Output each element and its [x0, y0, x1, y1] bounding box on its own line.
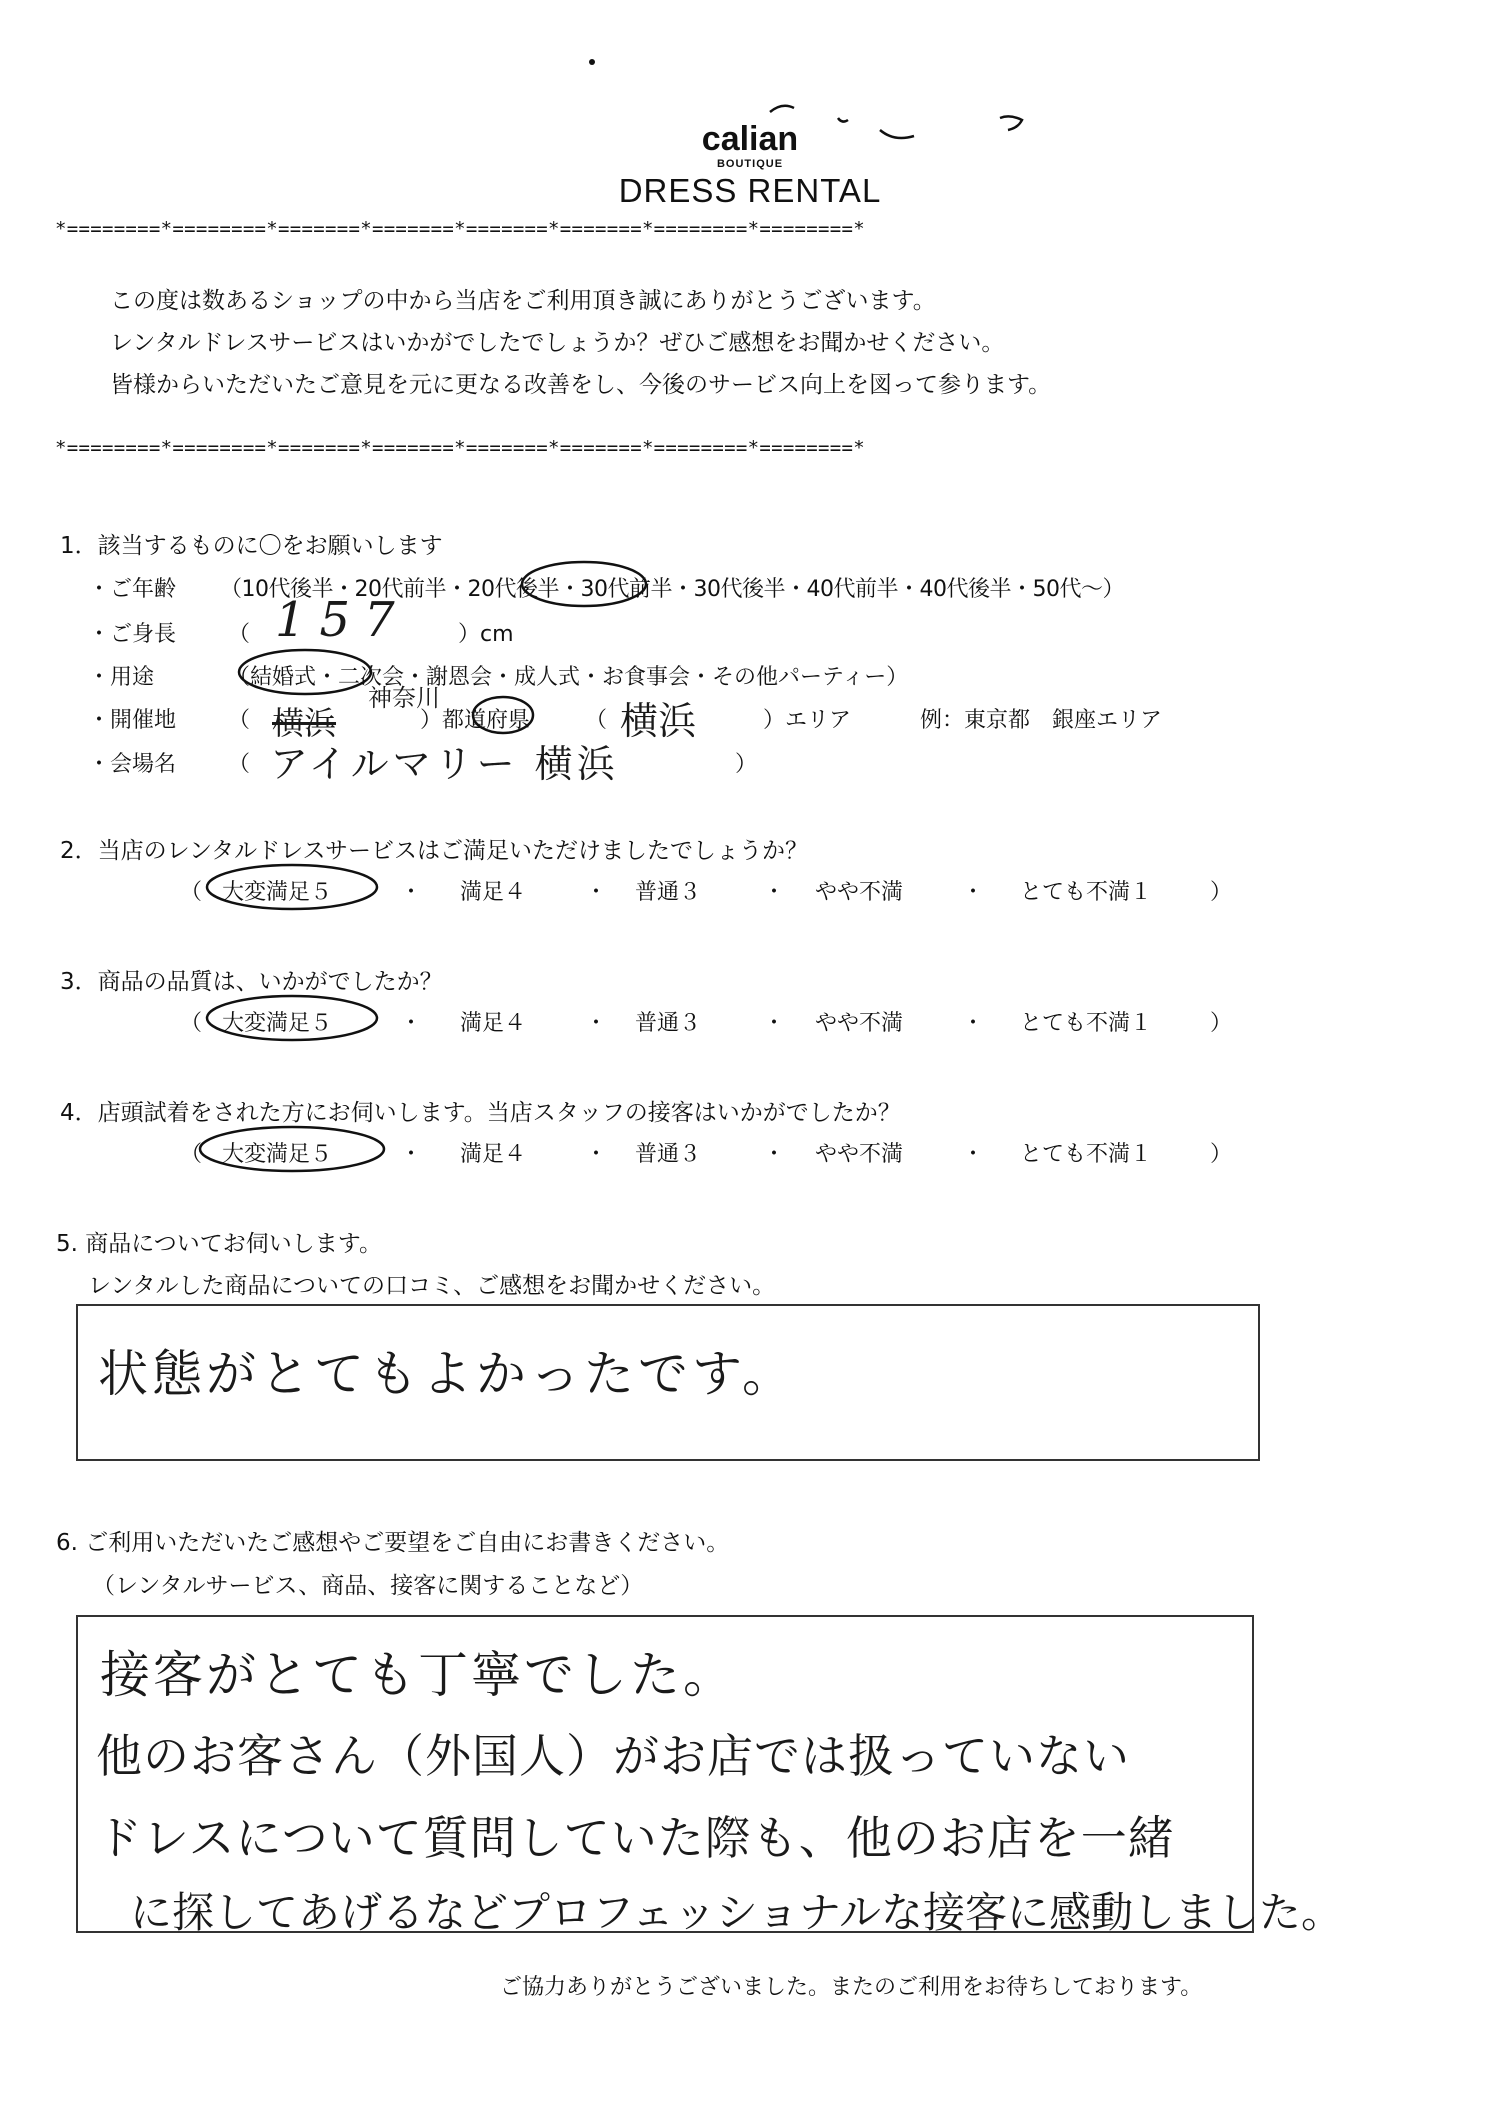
stray-mark-4	[1000, 116, 1022, 130]
q3-opt-4: やや不満	[815, 1011, 904, 1036]
venue-name-label: ・会場名	[88, 752, 177, 777]
venue-label: ・開催地	[88, 708, 177, 733]
brand-sub: BOUTIQUE	[716, 158, 784, 170]
q3-sep-4: ・	[962, 1011, 985, 1036]
q3-opt-1: 大変満足５	[222, 1011, 333, 1036]
q4-selected-circle	[200, 1127, 384, 1171]
q6-title: 6. ご利用いただいたご感想やご要望をご自由にお書きください。	[56, 1530, 730, 1556]
venue-open: （	[228, 708, 251, 733]
height-value: 157	[275, 592, 409, 648]
q2-close: ）	[1210, 880, 1233, 905]
age-selected-circle	[522, 562, 646, 606]
q2-title: 2．当店のレンタルドレスサービスはご満足いただけましたでしょうか？	[60, 838, 808, 864]
stray-mark-3	[880, 130, 914, 138]
q4-sep-2: ・	[585, 1142, 608, 1167]
q1-title: 1．該当するものに〇をお願いします	[60, 533, 443, 559]
area-example: 例：東京都 銀座エリア	[920, 708, 1163, 733]
q6-subtitle: （レンタルサービス、商品、接客に関することなど）	[92, 1573, 644, 1599]
venue-name-open: （	[228, 752, 251, 777]
q2-selected-circle	[207, 865, 377, 909]
q2-opt-3: 普通３	[635, 880, 702, 905]
q4-open: （	[180, 1142, 203, 1167]
q3-sep-2: ・	[585, 1011, 608, 1036]
q2-opt-5: とても不満１	[1020, 880, 1153, 905]
area-open: （	[585, 708, 608, 733]
purpose-options: （結婚式・二次会・謝恩会・成人式・お食事会・その他パーティー）	[228, 665, 909, 690]
age-options: （10代後半・20代前半・20代後半・30代前半・30代後半・40代前半・40代後半・50代〜）	[220, 577, 1124, 602]
venue-name-value: アイルマリー 横浜	[270, 742, 619, 786]
q4-opt-2: 満足４	[460, 1142, 527, 1167]
q3-sep-1: ・	[400, 1011, 423, 1036]
q4-title: 4．店頭試着をされた方にお伺いします。当店スタッフの接客はいかがでしたか？	[60, 1100, 901, 1126]
brand-logo: calian	[701, 120, 799, 158]
area-value: 横浜	[620, 699, 697, 743]
purpose-label: ・用途	[88, 665, 155, 690]
q4-opt-1: 大変満足５	[222, 1142, 333, 1167]
q3-opt-3: 普通３	[635, 1011, 702, 1036]
q5-answer: 状態がとてもよかったです。	[98, 1345, 796, 1403]
q4-opt-5: とても不満１	[1020, 1142, 1153, 1167]
q3-opt-2: 満足４	[460, 1011, 527, 1036]
q6-answer-line-4: に探してあげるなどプロフェッショナルな接客に感動しました。	[130, 1888, 1343, 1937]
q4-opt-4: やや不満	[815, 1142, 904, 1167]
intro-line-2: レンタルドレスサービスはいかがでしたでしょうか？ぜひご感想をお聞かせください。	[110, 330, 1005, 356]
q4-sep-4: ・	[962, 1142, 985, 1167]
purpose-selected-circle	[239, 650, 371, 694]
q4-sep-1: ・	[400, 1142, 423, 1167]
q2-sep-2: ・	[585, 880, 608, 905]
q3-title: 3．商品の品質は、いかがでしたか？	[60, 969, 443, 995]
pref-selected-circle	[473, 697, 533, 733]
q4-close: ）	[1210, 1142, 1233, 1167]
stray-mark-1	[770, 106, 794, 112]
q2-opt-4: やや不満	[815, 880, 904, 905]
q5-subtitle: レンタルした商品についての口コミ、ご感想をお聞かせください。	[88, 1273, 776, 1299]
q5-title: 5. 商品についてお伺いします。	[56, 1231, 382, 1257]
q3-open: （	[180, 1011, 203, 1036]
venue-pref: ）都道府県	[420, 708, 531, 733]
q3-close: ）	[1210, 1011, 1233, 1036]
intro-line-1: この度は数あるショップの中から当店をご利用頂き誠にありがとうございます。	[110, 288, 936, 314]
q6-answer-line-2: 他のお客さん（外国人）がお店では扱っていない	[96, 1729, 1130, 1783]
q3-opt-5: とても不満１	[1020, 1011, 1153, 1036]
height-label: ・ご身長	[88, 622, 177, 647]
stray-mark-2	[838, 118, 848, 122]
q4-sep-3: ・	[763, 1142, 786, 1167]
q2-open: （	[180, 880, 203, 905]
age-label: ・ご年齢	[88, 577, 177, 602]
footer-thanks: ご協力ありがとうございました。またのご利用をお待ちしております。	[500, 1975, 1203, 2000]
q2-sep-3: ・	[763, 880, 786, 905]
venue-struck: 横浜	[272, 704, 337, 742]
q2-opt-1: 大変満足５	[222, 880, 333, 905]
q2-opt-2: 満足４	[460, 880, 527, 905]
area-close: ）エリア	[763, 708, 852, 733]
venue-name-close: ）	[735, 752, 758, 777]
q6-answer-line-1: 接客がとても丁寧でした。	[100, 1646, 736, 1704]
venue-written: 神奈川	[368, 684, 440, 712]
q3-selected-circle	[207, 996, 377, 1040]
q2-sep-1: ・	[400, 880, 423, 905]
q3-sep-3: ・	[763, 1011, 786, 1036]
divider-bottom: *========*========*=======*=======*=======*=======*========*========*	[55, 437, 865, 459]
divider-top: *========*========*=======*=======*=======*=======*========*========*	[55, 218, 865, 240]
height-close: ）cm	[458, 622, 514, 647]
intro-line-3: 皆様からいただいたご意見を元に更なる改善をし、今後のサービス向上を図って参ります。	[110, 372, 1052, 398]
page-title: DRESS RENTAL	[618, 172, 882, 209]
stray-dot	[589, 59, 595, 65]
height-open: （	[228, 622, 251, 647]
q4-opt-3: 普通３	[635, 1142, 702, 1167]
q6-answer-line-3: ドレスについて質問していた際も、他のお店を一緒	[96, 1811, 1175, 1865]
q2-sep-4: ・	[962, 880, 985, 905]
